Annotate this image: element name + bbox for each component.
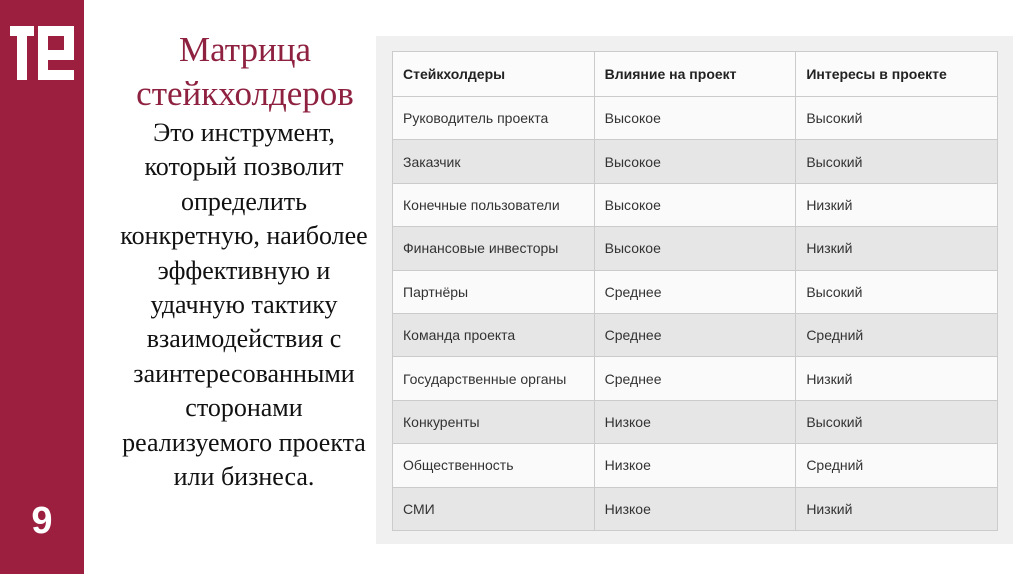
influence-cell: Среднее: [594, 357, 796, 400]
stakeholder-cell: Финансовые инвесторы: [393, 227, 595, 270]
table-image-frame: [376, 36, 1013, 544]
stakeholder-cell: Заказчик: [393, 140, 595, 183]
interest-cell: Средний: [796, 444, 998, 487]
interest-cell: Высокий: [796, 140, 998, 183]
page-number: 9: [31, 500, 53, 542]
interest-cell: Низкий: [796, 487, 998, 530]
table-row: [393, 313, 998, 356]
influence-cell: Низкое: [594, 444, 796, 487]
stakeholder-cell: Общественность: [393, 444, 595, 487]
influence-cell: Среднее: [594, 270, 796, 313]
slide-body-text: Это инструмент, который позволит определить конкретную, наиболее эффективную и удачную тактику взаимодействия с заинтересованными сторонами реализуемого проекта или бизнеса.: [120, 118, 368, 492]
table-row: [393, 97, 998, 140]
table-row: [393, 227, 998, 270]
table-row: [393, 487, 998, 530]
influence-cell: Высокое: [594, 140, 796, 183]
table-row: [393, 357, 998, 400]
interest-cell: Низкий: [796, 357, 998, 400]
column-header: Интересы в проекте: [796, 52, 998, 97]
stakeholder-cell: Конечные пользователи: [393, 183, 595, 226]
interest-cell: Низкий: [796, 183, 998, 226]
stakeholder-cell: Конкуренты: [393, 400, 595, 443]
influence-cell: Низкое: [594, 400, 796, 443]
table-header-row: [393, 52, 998, 97]
slide-title: Матрица стейкхолдеров: [136, 30, 354, 113]
influence-cell: Низкое: [594, 487, 796, 530]
stakeholder-table: [392, 51, 998, 531]
sidebar: [0, 0, 84, 574]
table-row: [393, 140, 998, 183]
column-header: Стейкхолдеры: [393, 52, 595, 97]
table-row: [393, 400, 998, 443]
influence-cell: Высокое: [594, 227, 796, 270]
interest-cell: Высокий: [796, 97, 998, 140]
table-row: [393, 444, 998, 487]
influence-cell: Высокое: [594, 183, 796, 226]
influence-cell: Высокое: [594, 97, 796, 140]
interest-cell: Низкий: [796, 227, 998, 270]
influence-cell: Среднее: [594, 313, 796, 356]
table-row: [393, 183, 998, 226]
interest-cell: Высокий: [796, 400, 998, 443]
stakeholder-cell: Команда проекта: [393, 313, 595, 356]
interest-cell: Средний: [796, 313, 998, 356]
stakeholder-cell: СМИ: [393, 487, 595, 530]
stakeholder-cell: Партнёры: [393, 270, 595, 313]
interest-cell: Высокий: [796, 270, 998, 313]
brand-logo-icon: [8, 24, 76, 82]
stakeholder-cell: Государственные органы: [393, 357, 595, 400]
table-row: [393, 270, 998, 313]
column-header: Влияние на проект: [594, 52, 796, 97]
stakeholder-cell: Руководитель проекта: [393, 97, 595, 140]
